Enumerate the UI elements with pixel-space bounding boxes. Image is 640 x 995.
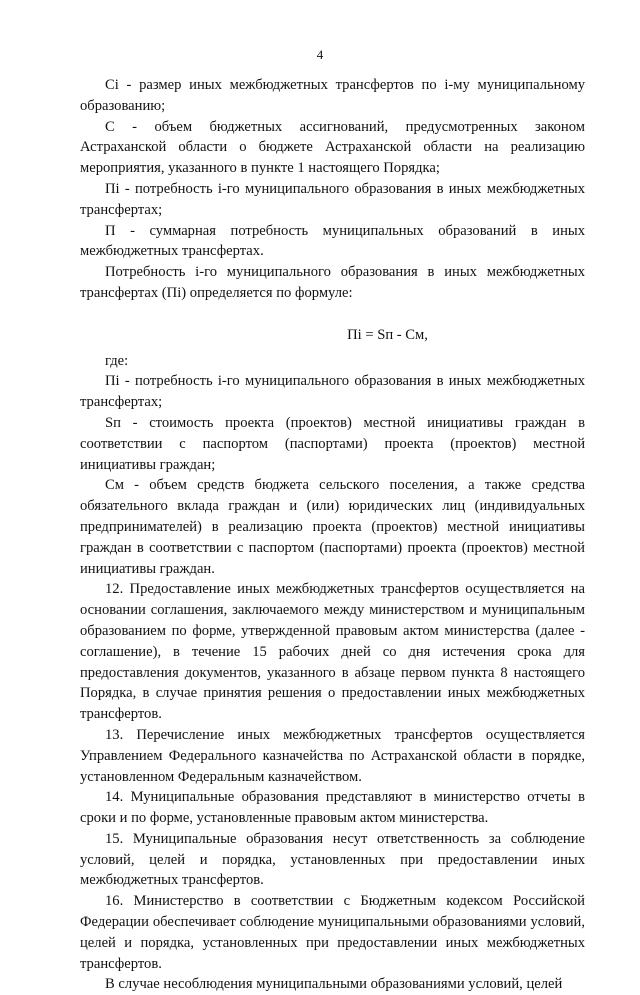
clause-15: 15. Муниципальные образования несут ответственность за соблюдение условий, целей и порядка, установленных при предоставлении иных межбюджетных трансфертов. xyxy=(80,830,585,889)
where-label: где: xyxy=(105,352,129,369)
clause-13: 13. Перечисление иных межбюджетных трансфертов осуществляется Управлением Федерального казначейства по Астраханской области в порядке, установленном Федеральным казначейством. xyxy=(80,726,585,785)
clause-16: 16. Министерство в соответствии с Бюджетным кодексом Российской Федерации обеспечивает соблюдение муниципальными образованиями условий, целей и порядка, установленных при предоставлении иных межбюджетных трансфертов. xyxy=(80,893,585,972)
clause-12: 12. Предоставление иных межбюджетных трансфертов осуществляется на основании соглашения, заключаемого между министерством и муниципальным образованием по форме, утвержденной правовым актом министерства (далее - соглашение), в течение 15 рабочих дней со дня истечения срока для предоставления документов, указанного в абзаце первом пункта 8 настоящего Порядка, в случае принятия решения о предоставлении иных межбюджетных трансфертов. xyxy=(80,581,585,723)
paragraph-ci: Ci - размер иных межбюджетных трансфертов по i-му муниципальному образованию; xyxy=(80,77,585,114)
definition-pi: Пi - потребность i-го муниципального образования в иных межбюджетных трансфертах; xyxy=(80,373,585,411)
definition-sp: Sп - стоимость проекта (проектов) местной инициативы граждан в соответствии с паспортом (паспортами) проекта (проектов) местной инициативы граждан; xyxy=(80,414,585,473)
paragraph-need-intro: Потребность i-го муниципального образования в иных межбюджетных трансфертах (Пi) определяется по формуле: xyxy=(80,264,585,301)
page-number: 4 xyxy=(316,47,324,62)
clause-14: 14. Муниципальные образования представляют в министерство отчеты в сроки и по форме, установленные правовым актом министерства. xyxy=(80,789,585,827)
definition-sm: См - объем средств бюджета сельского поселения, а также средства обязательного вклада граждан и (или) юридических лиц (индивидуальных предпринимателей) в реализацию проекта (проектов) местной инициативы граждан в соответствии с паспортом (паспортами) проекта (проектов) местной инициативы граждан. xyxy=(80,477,585,577)
paragraph-pi: Пi - потребность i-го муниципального образования в иных межбюджетных трансфертах; xyxy=(80,180,585,218)
clause-16-continuation: В случае несоблюдения муниципальными образованиями условий, целей xyxy=(105,976,563,993)
document-body xyxy=(80,75,585,995)
paragraph-p: П - суммарная потребность муниципальных образований в иных межбюджетных трансфертах. xyxy=(80,222,585,260)
formula: Пi = Sп - См, xyxy=(347,326,428,343)
paragraph-c: С - объем бюджетных ассигнований, предусмотренных законом Астраханской области о бюджете Астраханской области на реализацию мероприятия, указанного в пункте 1 настоящего Порядка; xyxy=(80,118,585,177)
